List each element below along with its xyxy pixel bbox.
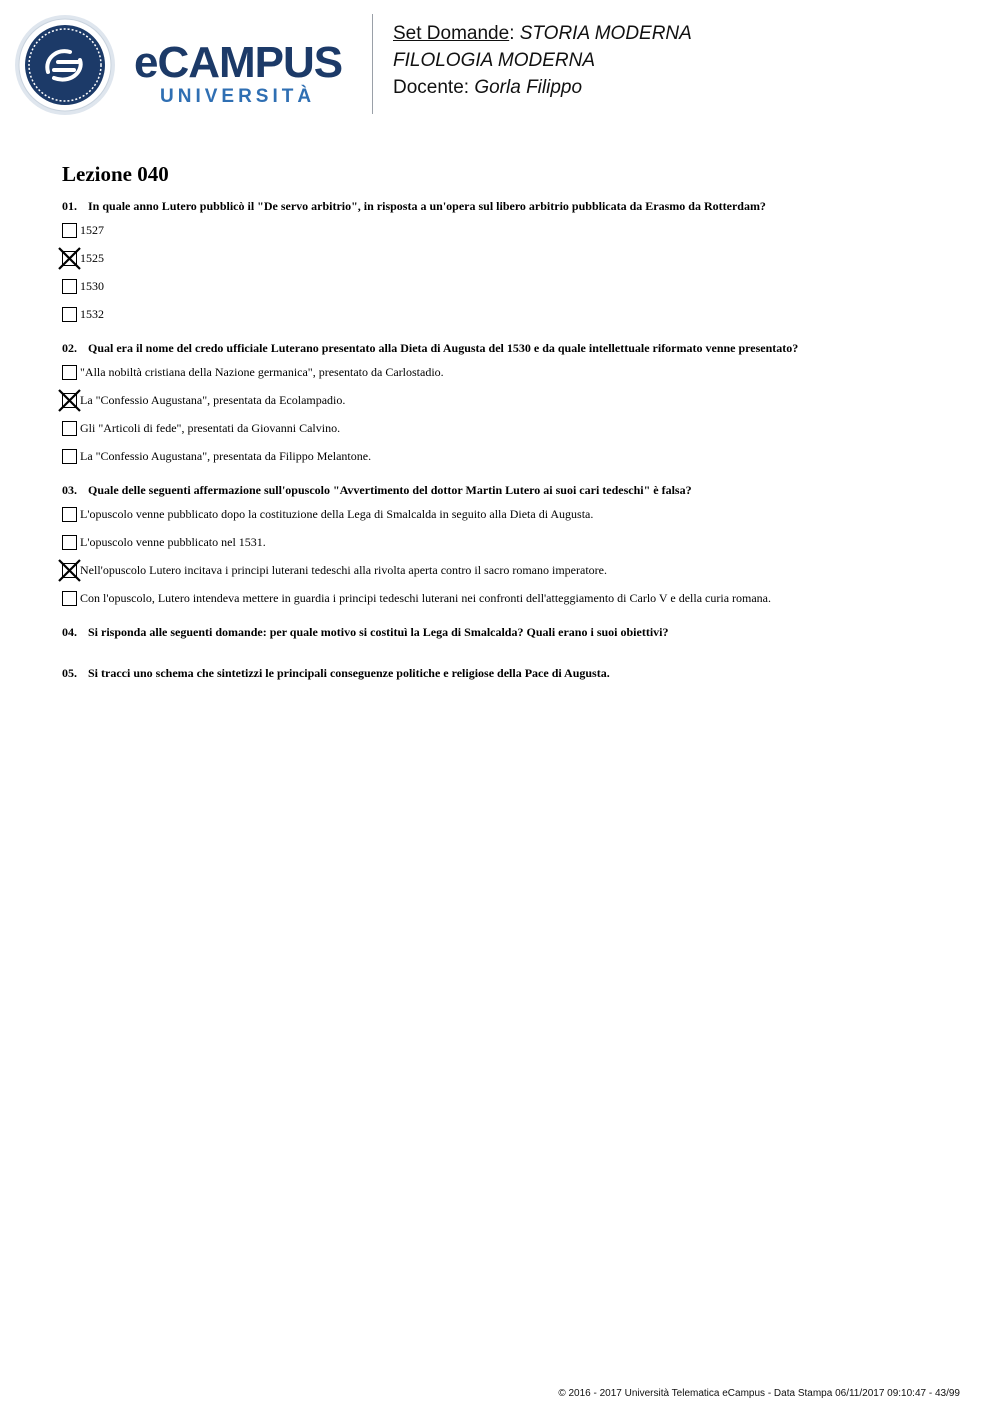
header-info: [393, 20, 692, 101]
options-01: [62, 220, 962, 332]
option-text: La "Confessio Augustana", presentata da Ecolampadio.: [80, 393, 346, 407]
option[interactable]: [62, 446, 962, 474]
checkbox[interactable]: [62, 421, 77, 436]
option-text: 1525: [80, 251, 104, 265]
options-02: [62, 362, 962, 474]
question-number: 03.: [62, 483, 77, 497]
course-line: [393, 47, 692, 74]
question-number: 01.: [62, 199, 77, 213]
checkbox-checked[interactable]: [62, 563, 77, 578]
set-label: Set Domande: [393, 23, 510, 44]
teacher-line: [393, 74, 692, 101]
checkbox[interactable]: [62, 535, 77, 550]
page-footer: © 2016 - 2017 Università Telematica eCampus - Data Stampa 06/11/2017 09:10:47 - 43/99: [558, 1388, 960, 1399]
checkbox[interactable]: [62, 307, 77, 322]
teacher-label: Docente:: [393, 77, 470, 98]
question-text: Si tracci uno schema che sintetizzi le principali conseguenze politiche e religiose della Pace di Augusta.: [88, 666, 610, 680]
checkbox[interactable]: [62, 279, 77, 294]
question-number: 04.: [62, 625, 77, 639]
option-text: Nell'opuscolo Lutero incitava i principi luterani tedeschi alla rivolta aperta contro il sacro romano imperatore.: [80, 563, 607, 577]
question-text: In quale anno Lutero pubblicò il "De servo arbitrio", in risposta a un'opera sul libero arbitrio pubblicata da Erasmo da Rotterdam?: [88, 199, 766, 213]
option[interactable]: [62, 362, 962, 390]
cross-mark-icon: [57, 388, 82, 413]
course-name: FILOLOGIA MODERNA: [393, 50, 595, 71]
brand-sub: UNIVERSITÀ: [160, 86, 316, 107]
question-04: [62, 624, 962, 640]
option[interactable]: [62, 390, 962, 418]
option[interactable]: [62, 304, 962, 332]
header-divider: [372, 14, 373, 114]
set-line: Set Domande: STORIA MODERNA: [393, 23, 692, 44]
checkbox[interactable]: [62, 223, 77, 238]
lesson-title: Lezione 040: [62, 162, 169, 186]
teacher-name: Gorla Filippo: [474, 77, 583, 98]
question-number: 02.: [62, 341, 77, 355]
question-number: 05.: [62, 666, 77, 680]
option-text: Gli "Articoli di fede", presentati da Giovanni Calvino.: [80, 421, 341, 435]
option[interactable]: [62, 560, 962, 588]
ecampus-seal-logo: [14, 14, 116, 116]
option-text: 1530: [80, 279, 104, 293]
option-text: 1532: [80, 307, 104, 321]
options-03: [62, 504, 962, 616]
brand-word: eCAMPUS: [134, 38, 343, 87]
option-text: L'opuscolo venne pubblicato dopo la costituzione della Lega di Smalcalda in seguito alla Dieta di Augusta.: [80, 507, 594, 521]
option[interactable]: [62, 532, 962, 560]
checkbox[interactable]: [62, 591, 77, 606]
page-header: [0, 0, 1000, 130]
checkbox[interactable]: [62, 507, 77, 522]
option-text: "Alla nobiltà cristiana della Nazione germanica", presentato da Carlostadio.: [80, 365, 444, 379]
checkbox[interactable]: [62, 449, 77, 464]
option[interactable]: [62, 504, 962, 532]
question-02: [62, 340, 962, 356]
option-text: La "Confessio Augustana", presentata da Filippo Melantone.: [80, 449, 372, 463]
question-text: Qual era il nome del credo ufficiale Luterano presentato alla Dieta di Augusta del 1530 e da quale intellettuale riformato venne presentato?: [88, 341, 799, 355]
option-text: L'opuscolo venne pubblicato nel 1531.: [80, 535, 266, 549]
cross-mark-icon: [57, 558, 82, 583]
ecampus-wordmark: [134, 38, 356, 112]
question-text: Quale delle seguenti affermazione sull'opuscolo "Avvertimento del dottor Martin Lutero ai suoi cari tedeschi" è falsa?: [88, 483, 692, 497]
option-text: 1527: [80, 223, 104, 237]
question-text: Si risponda alle seguenti domande: per quale motivo si costituì la Lega di Smalcalda? Quali erano i suoi obiettivi?: [88, 625, 669, 639]
checkbox[interactable]: [62, 365, 77, 380]
cross-mark-icon: [57, 246, 82, 271]
question-set: [62, 160, 962, 681]
checkbox-checked[interactable]: [62, 251, 77, 266]
set-value: STORIA MODERNA: [519, 23, 692, 44]
question-03: [62, 482, 962, 498]
option[interactable]: [62, 276, 962, 304]
option[interactable]: [62, 418, 962, 446]
option[interactable]: [62, 588, 962, 616]
checkbox-checked[interactable]: [62, 393, 77, 408]
question-05: [62, 665, 962, 681]
option[interactable]: [62, 220, 962, 248]
option-text: Con l'opuscolo, Lutero intendeva mettere in guardia i principi tedeschi luterani nei confronti dell'atteggiamento di Carlo V e della curia romana.: [80, 591, 771, 605]
option[interactable]: [62, 248, 962, 276]
question-01: [62, 198, 962, 214]
